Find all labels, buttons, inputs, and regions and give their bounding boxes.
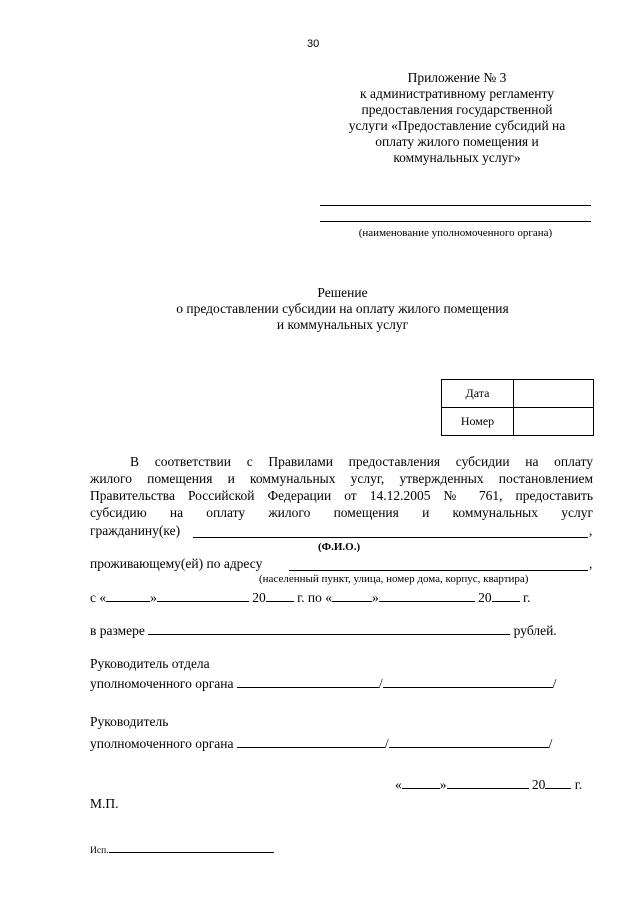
body-line-2: жилого помещения и коммунальных услуг, утвержденных постановлением: [90, 471, 593, 486]
comma: ,: [589, 523, 593, 538]
head-signature-row: [90, 735, 552, 752]
amount-line: [90, 622, 557, 639]
address-label: проживающему(ей) по адресу: [90, 556, 263, 571]
executor-label: Исп.: [90, 846, 109, 856]
title-line: и коммунальных услуг: [276, 317, 409, 332]
title-line: о предоставлении субсидии на оплату жилого помещения: [176, 301, 509, 316]
amount-unit: рублей.: [513, 623, 557, 638]
authority-caption: (наименование уполномоченного органа): [358, 227, 553, 239]
document-title: [100, 285, 585, 333]
stamp-placeholder: М.П.: [90, 796, 119, 811]
executor-field[interactable]: [109, 843, 274, 853]
period-to-month-field[interactable]: [379, 589, 475, 602]
appendix-line: Приложение № 3: [407, 70, 507, 85]
address-caption: (населенный пункт, улица, номер дома, корпус, квартира): [259, 573, 529, 585]
period-to-year-field[interactable]: [492, 589, 520, 602]
slash: /: [378, 676, 383, 691]
period-from-month-field[interactable]: [157, 589, 249, 602]
head-label-1: Руководитель: [90, 714, 169, 729]
year-prefix: 20: [252, 590, 266, 605]
date-year-field[interactable]: [545, 776, 571, 789]
dept-head-signature-field[interactable]: [237, 675, 379, 688]
period-from: с «: [90, 590, 107, 605]
appendix-line: предоставления государственной: [361, 102, 553, 117]
year-prefix: 20: [478, 590, 492, 605]
head-name-field[interactable]: [389, 735, 549, 748]
quote: »: [150, 590, 157, 605]
appendix-line: оплату жилого помещения и: [375, 134, 539, 149]
date-month-field[interactable]: [447, 776, 529, 789]
body-line-4: субсидию на оплату жилого помещения и коммунальных услуг: [90, 505, 593, 520]
quote: «: [395, 777, 402, 792]
dept-head-label-2: уполномоченного органа: [90, 676, 234, 691]
year-prefix: 20: [531, 777, 546, 792]
date-number-table: [441, 379, 594, 436]
amount-label: в размере: [90, 623, 145, 638]
citizen-label: гражданину(ке): [90, 523, 181, 538]
appendix-line: услуги «Предоставление субсидий на: [348, 118, 566, 133]
period-from-year-field[interactable]: [266, 589, 294, 602]
quote: »: [439, 777, 447, 792]
period-from-day-field[interactable]: [106, 589, 150, 602]
head-signature-field[interactable]: [237, 735, 385, 748]
slash: /: [552, 676, 557, 691]
appendix-line: коммунальных услуг»: [393, 150, 521, 165]
period-line: [90, 589, 530, 606]
dept-head-signature-row: [90, 675, 556, 692]
dept-head-name-field[interactable]: [383, 675, 553, 688]
authority-line-2: [320, 221, 591, 222]
date-suffix: г.: [574, 777, 583, 792]
signature-date: [395, 776, 582, 793]
executor-row: [90, 843, 274, 856]
page-number: 30: [307, 38, 320, 50]
quote: »: [372, 590, 379, 605]
period-to-day-field[interactable]: [332, 589, 372, 602]
slash: /: [384, 736, 389, 751]
period-end: г.: [523, 590, 531, 605]
date-day-field[interactable]: [402, 776, 440, 789]
citizen-name-field[interactable]: [193, 537, 588, 538]
address-field[interactable]: [289, 570, 588, 571]
authority-line-1: [320, 205, 591, 206]
body-line-3: Правительства Российской Федерации от 14.12.2005 № 761, предоставить: [90, 488, 593, 503]
date-label: Дата: [442, 380, 514, 408]
dept-head-label-1: Руководитель отдела: [90, 656, 210, 671]
body-line-1: В соответствии с Правилами предоставления субсидии на оплату: [130, 454, 593, 469]
amount-field[interactable]: [148, 622, 510, 635]
appendix-header: [322, 70, 592, 166]
period-to: г. по «: [297, 590, 332, 605]
slash: /: [548, 736, 553, 751]
appendix-line: к административному регламенту: [360, 86, 554, 101]
head-label-2: уполномоченного органа: [90, 736, 234, 751]
title-line: Решение: [317, 285, 368, 300]
fio-caption: (Ф.И.О.): [318, 541, 361, 553]
comma: ,: [589, 556, 593, 571]
number-cell[interactable]: [514, 408, 594, 436]
date-cell[interactable]: [514, 380, 594, 408]
number-label: Номер: [442, 408, 514, 436]
